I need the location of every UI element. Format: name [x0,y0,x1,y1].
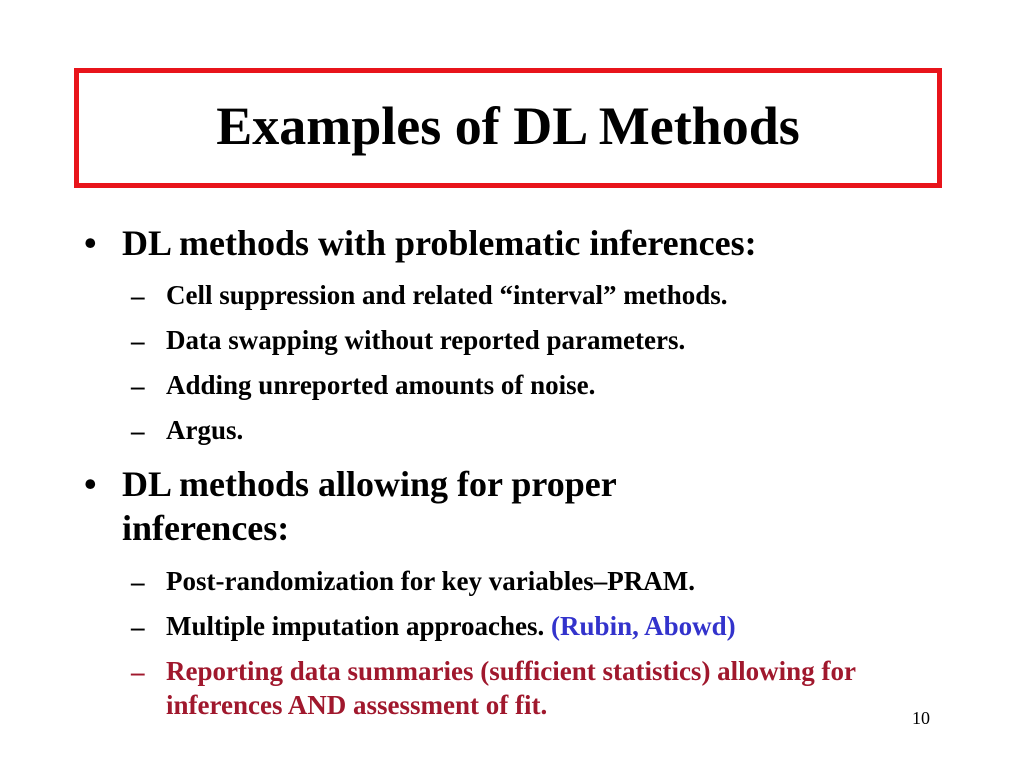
dash-icon: – [131,371,145,401]
subitem-text: Multiple imputation approaches. [166,611,545,641]
bullet-1-subitem-4: Argus. [166,415,244,445]
slide-title: Examples of DL Methods [216,96,800,156]
bullet-2-subitem-2 [166,609,926,643]
dash-icon: – [131,326,145,356]
bullet-icon: • [84,223,97,263]
dash-icon: – [131,657,145,687]
bullet-1-subitem-3: Adding unreported amounts of noise. [166,370,596,400]
bullet-icon: • [84,464,97,504]
bullet-1-subitem-2: Data swapping without reported parameters. [166,325,686,355]
title-box [74,68,942,188]
dash-icon: – [131,612,145,642]
bullet-2-text: DL methods allowing for proper inferences: [122,464,617,548]
bullet-2-subitem-3: Reporting data summaries (sufficient statistics) allowing for inferences AND assessment of fit. [166,656,856,720]
citation-text: (Rubin, Abowd) [551,611,736,641]
dash-icon: – [131,416,145,446]
page-number: 10 [912,708,930,728]
dash-icon: – [131,281,145,311]
bullet-1-text: DL methods with problematic inferences: [122,223,757,263]
dash-icon: – [131,567,145,597]
bullet-1-subitem-1: Cell suppression and related “interval” methods. [166,280,728,310]
bullet-2-subitem-1: Post-randomization for key variables–PRAM. [166,566,695,596]
